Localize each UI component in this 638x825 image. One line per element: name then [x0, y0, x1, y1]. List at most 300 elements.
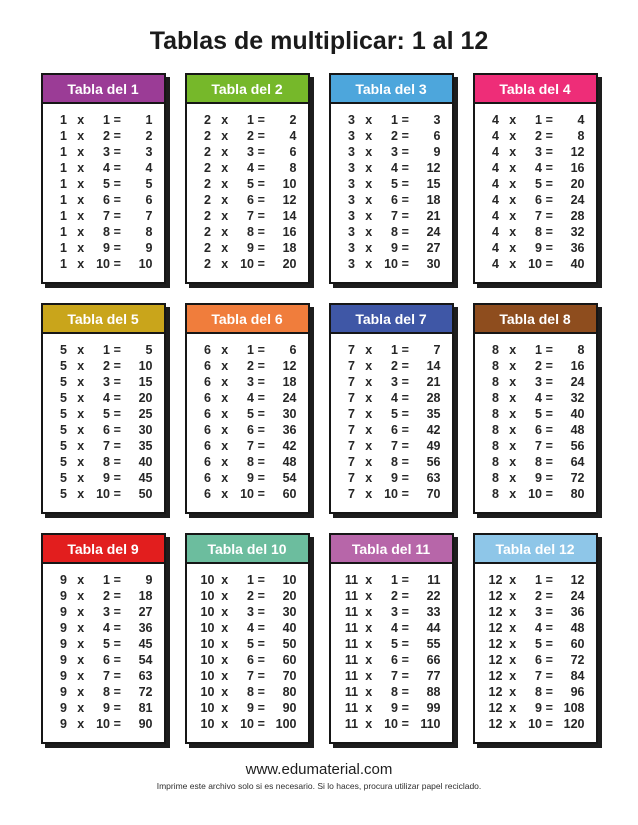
table-card-header [187, 305, 308, 334]
multiplication-row [54, 344, 153, 357]
factor-b: 9 [103, 700, 110, 715]
factor-a: 12 [488, 636, 503, 651]
equals-sign: = [545, 144, 553, 159]
product: 48 [570, 422, 585, 437]
equals-sign: = [113, 144, 121, 159]
product: 12 [570, 572, 585, 587]
times-sign: x [77, 358, 85, 373]
equals-sign: = [545, 588, 553, 603]
product: 70 [282, 668, 297, 683]
equals-sign: = [545, 192, 553, 207]
factor-a: 5 [60, 390, 67, 405]
factor-a: 11 [344, 572, 359, 587]
factor-b: 7 [103, 668, 110, 683]
multiplication-row [486, 392, 585, 405]
factor-b: 3 [535, 374, 542, 389]
factor-b: 2 [391, 358, 398, 373]
product: 20 [282, 256, 297, 271]
equals-sign: = [257, 620, 265, 635]
factor-b: 10 [384, 256, 398, 271]
product: 49 [426, 438, 441, 453]
factor-b: 3 [247, 144, 254, 159]
factor-a: 6 [204, 470, 211, 485]
equals-sign: = [545, 470, 553, 485]
times-sign: x [509, 438, 517, 453]
equals-sign: = [113, 684, 121, 699]
factor-a: 9 [60, 700, 67, 715]
multiplication-row [486, 242, 585, 255]
product: 6 [145, 192, 153, 207]
multiplication-row [198, 210, 297, 223]
equals-sign: = [545, 374, 553, 389]
factor-b: 8 [535, 454, 542, 469]
product: 42 [282, 438, 297, 453]
factor-b: 10 [96, 256, 110, 271]
factor-a: 4 [492, 160, 499, 175]
times-sign: x [77, 160, 85, 175]
times-sign: x [509, 112, 517, 127]
factor-b: 1 [391, 572, 398, 587]
table-card-header [187, 75, 308, 104]
times-sign: x [365, 224, 373, 239]
factor-b: 10 [384, 716, 398, 731]
times-sign: x [221, 256, 229, 271]
factor-a: 10 [200, 700, 215, 715]
product: 18 [138, 588, 153, 603]
multiplication-row [486, 114, 585, 127]
times-sign: x [365, 470, 373, 485]
equals-sign: = [257, 240, 265, 255]
factor-b: 8 [391, 684, 398, 699]
equals-sign: = [545, 112, 553, 127]
product: 18 [426, 192, 441, 207]
product: 35 [138, 438, 153, 453]
times-sign: x [221, 700, 229, 715]
factor-a: 5 [60, 438, 67, 453]
equals-sign: = [113, 572, 121, 587]
times-sign: x [221, 454, 229, 469]
factor-a: 11 [344, 588, 359, 603]
multiplication-row [486, 194, 585, 207]
factor-b: 9 [535, 240, 542, 255]
equals-sign: = [113, 208, 121, 223]
times-sign: x [509, 636, 517, 651]
times-sign: x [77, 486, 85, 501]
times-sign: x [509, 588, 517, 603]
equals-sign: = [113, 406, 121, 421]
times-sign: x [365, 572, 373, 587]
factor-a: 6 [204, 438, 211, 453]
product: 120 [563, 716, 585, 731]
factor-a: 9 [60, 588, 67, 603]
equals-sign: = [545, 486, 553, 501]
multiplication-row [342, 440, 441, 453]
product: 63 [138, 668, 153, 683]
product: 8 [289, 160, 297, 175]
factor-a: 9 [60, 684, 67, 699]
factor-a: 12 [488, 700, 503, 715]
factor-a: 2 [204, 144, 211, 159]
product: 99 [426, 700, 441, 715]
factor-a: 5 [60, 406, 67, 421]
multiplication-row [342, 360, 441, 373]
equals-sign: = [545, 240, 553, 255]
factor-a: 7 [348, 454, 355, 469]
table-card [185, 303, 310, 514]
equals-sign: = [257, 636, 265, 651]
equals-sign: = [401, 438, 409, 453]
factor-b: 2 [535, 588, 542, 603]
times-sign: x [77, 636, 85, 651]
equals-sign: = [257, 684, 265, 699]
equals-sign: = [401, 128, 409, 143]
times-sign: x [365, 374, 373, 389]
product: 64 [570, 454, 585, 469]
factor-a: 2 [204, 176, 211, 191]
equals-sign: = [113, 454, 121, 469]
multiplication-row [486, 472, 585, 485]
equals-sign: = [257, 454, 265, 469]
table-card-title: Tabla del 2 [211, 80, 283, 97]
table-card-title: Tabla del 6 [211, 310, 283, 327]
multiplication-row [342, 670, 441, 683]
table-card-body [475, 564, 596, 742]
times-sign: x [365, 636, 373, 651]
equals-sign: = [545, 652, 553, 667]
table-card-header [331, 75, 452, 104]
times-sign: x [221, 160, 229, 175]
equals-sign: = [257, 406, 265, 421]
equals-sign: = [401, 716, 409, 731]
product: 36 [138, 620, 153, 635]
multiplication-row [198, 226, 297, 239]
factor-a: 8 [492, 486, 499, 501]
table-card [473, 73, 598, 284]
product: 8 [577, 342, 585, 357]
product: 60 [570, 636, 585, 651]
product: 22 [426, 588, 441, 603]
multiplication-row [198, 590, 297, 603]
multiplication-row [54, 360, 153, 373]
times-sign: x [221, 470, 229, 485]
factor-b: 4 [103, 390, 110, 405]
factor-a: 8 [492, 422, 499, 437]
factor-b: 7 [535, 208, 542, 223]
multiplication-row [198, 242, 297, 255]
equals-sign: = [113, 374, 121, 389]
factor-a: 12 [488, 652, 503, 667]
equals-sign: = [257, 390, 265, 405]
multiplication-row [54, 702, 153, 715]
factor-a: 8 [492, 358, 499, 373]
times-sign: x [221, 374, 229, 389]
equals-sign: = [257, 470, 265, 485]
product: 20 [570, 176, 585, 191]
product: 15 [426, 176, 441, 191]
times-sign: x [365, 128, 373, 143]
times-sign: x [221, 620, 229, 635]
factor-a: 9 [60, 604, 67, 619]
table-card-body [331, 334, 452, 512]
factor-b: 5 [391, 406, 398, 421]
factor-a: 5 [60, 358, 67, 373]
factor-a: 4 [492, 224, 499, 239]
multiplication-row [198, 606, 297, 619]
factor-a: 10 [200, 604, 215, 619]
times-sign: x [509, 668, 517, 683]
multiplication-row [342, 686, 441, 699]
factor-a: 10 [200, 620, 215, 635]
table-card [185, 533, 310, 744]
factor-a: 5 [60, 470, 67, 485]
factor-a: 8 [492, 406, 499, 421]
product: 5 [145, 342, 153, 357]
factor-a: 4 [492, 192, 499, 207]
multiplication-row [342, 376, 441, 389]
product: 40 [570, 406, 585, 421]
times-sign: x [509, 652, 517, 667]
multiplication-row [198, 638, 297, 651]
product: 2 [289, 112, 297, 127]
product: 110 [420, 716, 441, 731]
equals-sign: = [401, 112, 409, 127]
multiplication-row [342, 194, 441, 207]
multiplication-row [54, 178, 153, 191]
times-sign: x [365, 652, 373, 667]
times-sign: x [77, 374, 85, 389]
equals-sign: = [545, 128, 553, 143]
factor-a: 11 [344, 604, 359, 619]
product: 45 [138, 636, 153, 651]
product: 28 [426, 390, 441, 405]
multiplication-row [342, 242, 441, 255]
product: 80 [570, 486, 585, 501]
table-card-title: Tabla del 8 [499, 310, 571, 327]
factor-a: 10 [200, 572, 215, 587]
table-card [185, 73, 310, 284]
product: 10 [138, 358, 153, 373]
factor-a: 1 [60, 256, 67, 271]
product: 6 [289, 144, 297, 159]
factor-a: 3 [348, 208, 355, 223]
multiplication-row [342, 488, 441, 501]
multiplication-row [54, 456, 153, 469]
product: 36 [570, 604, 585, 619]
factor-b: 3 [535, 144, 542, 159]
multiplication-row [198, 686, 297, 699]
product: 50 [138, 486, 153, 501]
table-card-header [475, 535, 596, 564]
factor-b: 4 [535, 160, 542, 175]
factor-b: 6 [391, 652, 398, 667]
product: 7 [433, 342, 441, 357]
factor-b: 6 [535, 422, 542, 437]
product: 7 [145, 208, 153, 223]
factor-a: 6 [204, 406, 211, 421]
times-sign: x [221, 422, 229, 437]
factor-a: 3 [348, 176, 355, 191]
factor-a: 1 [60, 144, 67, 159]
site-url: www.edumaterial.com [245, 761, 393, 778]
table-card-header [187, 535, 308, 564]
multiplication-row [486, 162, 585, 175]
multiplication-row [198, 114, 297, 127]
multiplication-row [54, 226, 153, 239]
factor-b: 7 [535, 438, 542, 453]
product: 9 [145, 240, 153, 255]
equals-sign: = [257, 144, 265, 159]
factor-b: 3 [103, 374, 110, 389]
multiplication-row [486, 210, 585, 223]
factor-b: 10 [96, 716, 110, 731]
times-sign: x [509, 604, 517, 619]
multiplication-row [54, 654, 153, 667]
equals-sign: = [401, 604, 409, 619]
equals-sign: = [113, 604, 121, 619]
factor-a: 9 [60, 716, 67, 731]
equals-sign: = [113, 700, 121, 715]
product: 72 [570, 652, 585, 667]
factor-a: 7 [348, 438, 355, 453]
table-card-body [331, 104, 452, 282]
product: 20 [282, 588, 297, 603]
times-sign: x [221, 176, 229, 191]
multiplication-row [486, 178, 585, 191]
times-sign: x [509, 240, 517, 255]
times-sign: x [365, 604, 373, 619]
times-sign: x [221, 358, 229, 373]
equals-sign: = [113, 620, 121, 635]
factor-a: 11 [344, 620, 359, 635]
factor-a: 5 [60, 454, 67, 469]
factor-b: 10 [528, 716, 542, 731]
multiplication-row [54, 670, 153, 683]
table-card-body [475, 104, 596, 282]
equals-sign: = [257, 128, 265, 143]
product: 2 [145, 128, 153, 143]
multiplication-row [54, 392, 153, 405]
product: 72 [138, 684, 153, 699]
table-card [473, 303, 598, 514]
product: 14 [282, 208, 297, 223]
table-card-title: Tabla del 12 [495, 540, 575, 557]
factor-a: 4 [492, 240, 499, 255]
factor-a: 6 [204, 390, 211, 405]
factor-a: 11 [344, 684, 359, 699]
product: 12 [570, 144, 585, 159]
times-sign: x [221, 438, 229, 453]
multiplication-row [342, 130, 441, 143]
multiplication-row [486, 488, 585, 501]
product: 70 [426, 486, 441, 501]
equals-sign: = [257, 112, 265, 127]
product: 45 [138, 470, 153, 485]
factor-b: 4 [247, 390, 254, 405]
equals-sign: = [113, 438, 121, 453]
factor-a: 3 [348, 128, 355, 143]
factor-b: 5 [391, 636, 398, 651]
equals-sign: = [545, 636, 553, 651]
factor-b: 6 [391, 422, 398, 437]
equals-sign: = [257, 652, 265, 667]
factor-b: 2 [247, 358, 254, 373]
equals-sign: = [257, 358, 265, 373]
multiplication-row [198, 702, 297, 715]
multiplication-row [198, 408, 297, 421]
times-sign: x [221, 684, 229, 699]
product: 24 [570, 192, 585, 207]
table-card [41, 303, 166, 514]
product: 24 [570, 374, 585, 389]
factor-b: 9 [103, 240, 110, 255]
times-sign: x [77, 604, 85, 619]
product: 8 [145, 224, 153, 239]
product: 1 [145, 112, 153, 127]
multiplication-row [342, 702, 441, 715]
multiplication-row [198, 718, 297, 731]
times-sign: x [365, 208, 373, 223]
factor-a: 4 [492, 256, 499, 271]
factor-a: 11 [344, 636, 359, 651]
times-sign: x [365, 192, 373, 207]
times-sign: x [509, 176, 517, 191]
equals-sign: = [257, 700, 265, 715]
factor-b: 2 [103, 358, 110, 373]
factor-b: 6 [247, 422, 254, 437]
factor-b: 1 [247, 572, 254, 587]
factor-b: 9 [247, 470, 254, 485]
factor-a: 1 [60, 208, 67, 223]
multiplication-row [486, 590, 585, 603]
equals-sign: = [113, 668, 121, 683]
factor-a: 11 [344, 652, 359, 667]
equals-sign: = [545, 438, 553, 453]
multiplication-row [342, 408, 441, 421]
equals-sign: = [257, 438, 265, 453]
factor-b: 7 [103, 208, 110, 223]
factor-a: 1 [60, 240, 67, 255]
times-sign: x [77, 128, 85, 143]
multiplication-row [198, 472, 297, 485]
factor-a: 9 [60, 620, 67, 635]
factor-b: 7 [247, 668, 254, 683]
multiplication-row [342, 472, 441, 485]
product: 9 [433, 144, 441, 159]
equals-sign: = [257, 604, 265, 619]
times-sign: x [77, 144, 85, 159]
multiplication-row [198, 178, 297, 191]
factor-b: 1 [391, 112, 398, 127]
factor-a: 10 [200, 716, 215, 731]
multiplication-row [342, 574, 441, 587]
factor-a: 2 [204, 128, 211, 143]
times-sign: x [365, 406, 373, 421]
times-sign: x [77, 240, 85, 255]
factor-b: 7 [103, 438, 110, 453]
equals-sign: = [257, 224, 265, 239]
factor-b: 1 [535, 112, 542, 127]
factor-a: 8 [492, 454, 499, 469]
factor-b: 3 [103, 144, 110, 159]
multiplication-row [54, 472, 153, 485]
factor-b: 5 [247, 176, 254, 191]
recycle-note: Imprime este archivo solo si es necesario. Si lo haces, procura utilizar papel reciclado. [156, 781, 482, 791]
multiplication-row [198, 424, 297, 437]
multiplication-row [486, 670, 585, 683]
factor-b: 10 [384, 486, 398, 501]
factor-a: 4 [492, 176, 499, 191]
times-sign: x [221, 342, 229, 357]
